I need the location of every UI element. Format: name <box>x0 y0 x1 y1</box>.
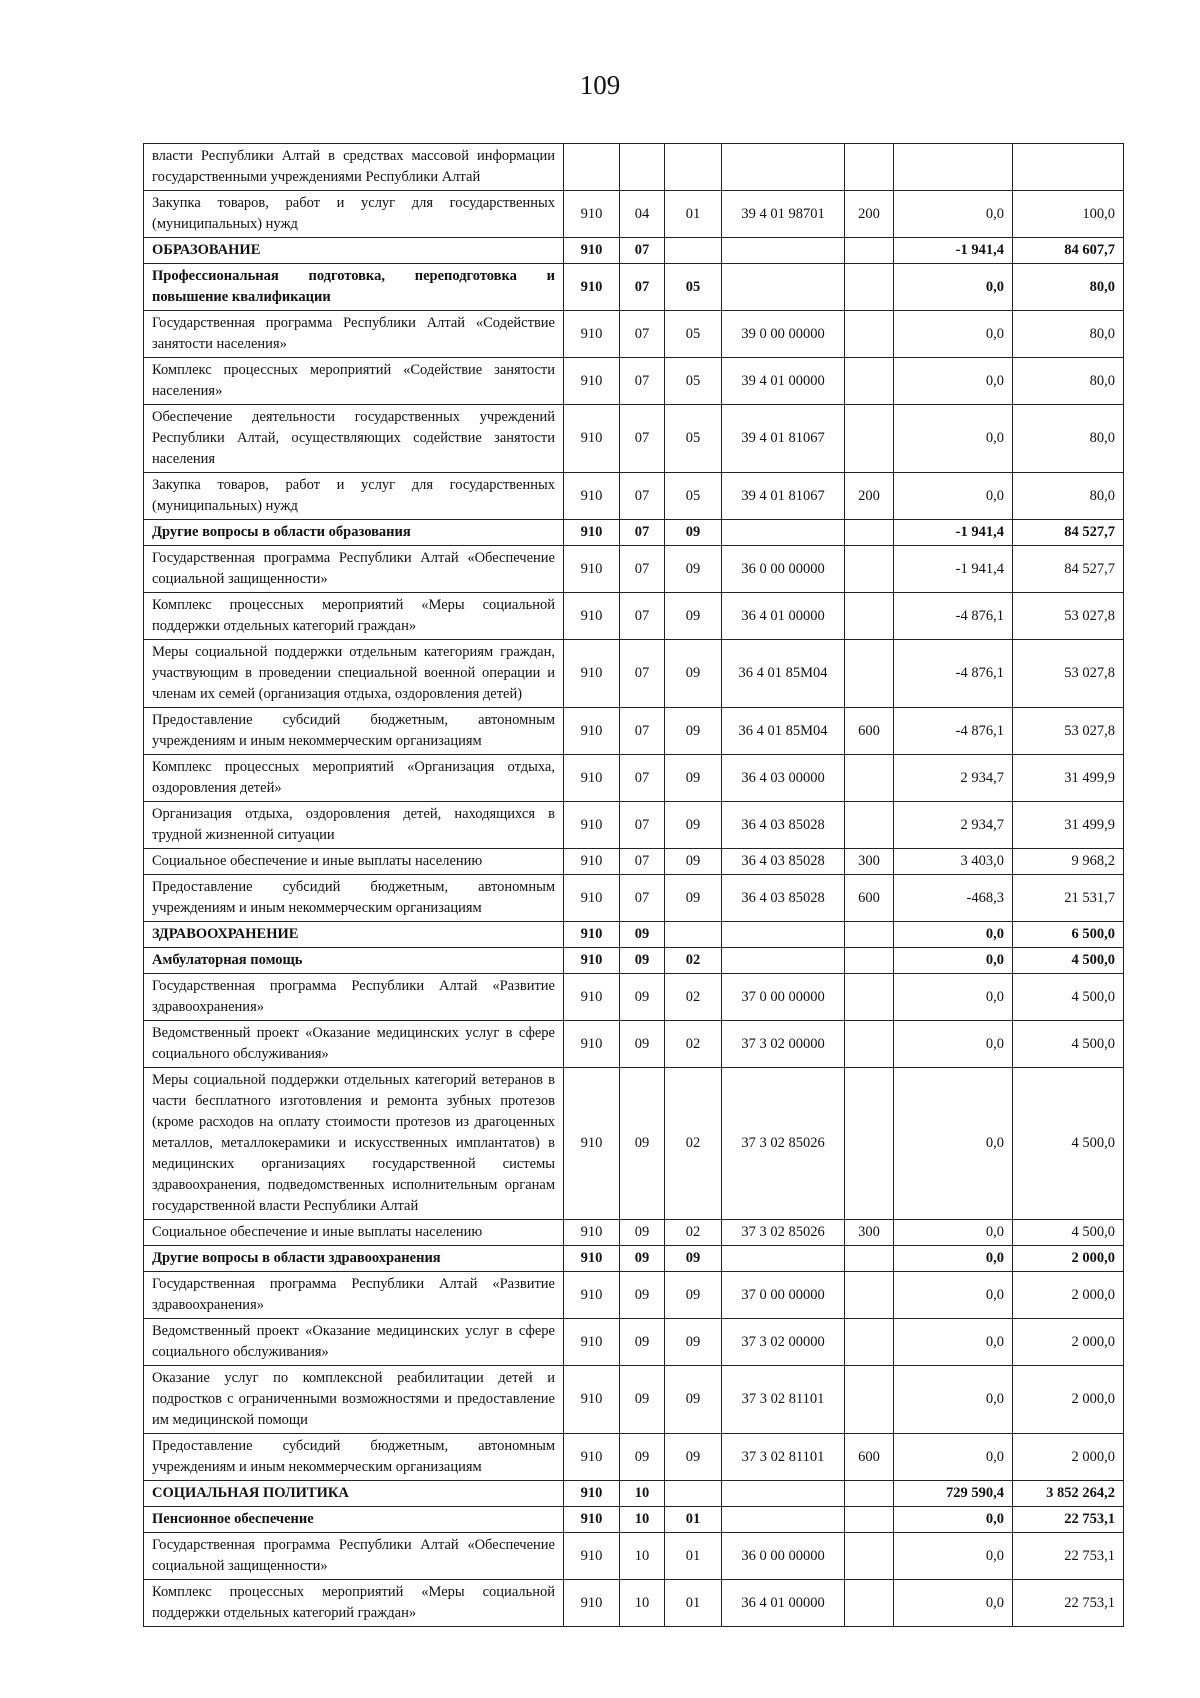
ministry-code-cell: 910 <box>564 875 620 922</box>
total-amount-cell: 84 527,7 <box>1013 546 1124 593</box>
change-amount-cell: 2 934,7 <box>894 755 1013 802</box>
target-article-cell <box>722 1481 845 1507</box>
row-name-cell: Обеспечение деятельности государственных учреждений Республики Алтай, осуществляющих содействие занятости населения <box>144 405 564 473</box>
change-amount-cell: 0,0 <box>894 1068 1013 1220</box>
table-row <box>144 1507 1124 1533</box>
section-code-cell: 10 <box>620 1481 665 1507</box>
subsection-code-cell: 09 <box>665 593 722 640</box>
change-amount-cell: 0,0 <box>894 264 1013 311</box>
section-code-cell: 07 <box>620 708 665 755</box>
expense-kind-cell <box>845 546 894 593</box>
expense-kind-cell <box>845 640 894 708</box>
target-article-cell <box>722 264 845 311</box>
ministry-code-cell: 910 <box>564 1246 620 1272</box>
section-code-cell: 07 <box>620 264 665 311</box>
ministry-code-cell: 910 <box>564 191 620 238</box>
section-code-cell: 10 <box>620 1533 665 1580</box>
expense-kind-cell <box>845 1366 894 1434</box>
ministry-code-cell: 910 <box>564 1533 620 1580</box>
target-article-cell: 37 3 02 00000 <box>722 1319 845 1366</box>
row-name-cell: Социальное обеспечение и иные выплаты населению <box>144 1220 564 1246</box>
section-code-cell: 07 <box>620 640 665 708</box>
subsection-code-cell: 05 <box>665 405 722 473</box>
ministry-code-cell: 910 <box>564 405 620 473</box>
total-amount-cell: 2 000,0 <box>1013 1366 1124 1434</box>
total-amount-cell: 6 500,0 <box>1013 922 1124 948</box>
subsection-code-cell: 09 <box>665 1272 722 1319</box>
ministry-code-cell: 910 <box>564 1366 620 1434</box>
ministry-code-cell: 910 <box>564 311 620 358</box>
expense-kind-cell <box>845 1068 894 1220</box>
subsection-code-cell <box>665 1481 722 1507</box>
subsection-code-cell <box>665 238 722 264</box>
budget-table <box>143 143 1124 1627</box>
total-amount-cell: 31 499,9 <box>1013 755 1124 802</box>
expense-kind-cell <box>845 593 894 640</box>
change-amount-cell: 0,0 <box>894 358 1013 405</box>
change-amount-cell: 0,0 <box>894 922 1013 948</box>
subsection-code-cell: 02 <box>665 1021 722 1068</box>
table-row <box>144 1434 1124 1481</box>
target-article-cell: 39 4 01 81067 <box>722 473 845 520</box>
ministry-code-cell: 910 <box>564 974 620 1021</box>
change-amount-cell: 0,0 <box>894 473 1013 520</box>
ministry-code-cell: 910 <box>564 1220 620 1246</box>
section-code-cell: 07 <box>620 520 665 546</box>
change-amount-cell: 0,0 <box>894 1434 1013 1481</box>
section-code-cell: 07 <box>620 405 665 473</box>
ministry-code-cell: 910 <box>564 1319 620 1366</box>
table-row <box>144 593 1124 640</box>
row-name-cell: Государственная программа Республики Алтай «Обеспечение социальной защищенности» <box>144 1533 564 1580</box>
table-row <box>144 546 1124 593</box>
row-name-cell: ЗДРАВООХРАНЕНИЕ <box>144 922 564 948</box>
ministry-code-cell: 910 <box>564 238 620 264</box>
change-amount-cell: 0,0 <box>894 1220 1013 1246</box>
target-article-cell: 37 3 02 00000 <box>722 1021 845 1068</box>
target-article-cell: 39 4 01 81067 <box>722 405 845 473</box>
change-amount-cell: 0,0 <box>894 1533 1013 1580</box>
subsection-code-cell: 09 <box>665 640 722 708</box>
change-amount-cell: -4 876,1 <box>894 708 1013 755</box>
expense-kind-cell: 200 <box>845 473 894 520</box>
table-row <box>144 1533 1124 1580</box>
row-name-cell: Ведомственный проект «Оказание медицинских услуг в сфере социального обслуживания» <box>144 1319 564 1366</box>
total-amount-cell: 4 500,0 <box>1013 1021 1124 1068</box>
section-code-cell: 09 <box>620 1220 665 1246</box>
target-article-cell: 36 4 01 85M04 <box>722 640 845 708</box>
ministry-code-cell: 910 <box>564 922 620 948</box>
target-article-cell: 36 0 00 00000 <box>722 1533 845 1580</box>
ministry-code-cell: 910 <box>564 593 620 640</box>
subsection-code-cell: 01 <box>665 1533 722 1580</box>
total-amount-cell: 9 968,2 <box>1013 849 1124 875</box>
total-amount-cell: 80,0 <box>1013 405 1124 473</box>
total-amount-cell: 80,0 <box>1013 311 1124 358</box>
target-article-cell: 36 4 01 00000 <box>722 593 845 640</box>
change-amount-cell: 0,0 <box>894 405 1013 473</box>
change-amount-cell: 3 403,0 <box>894 849 1013 875</box>
section-code-cell: 04 <box>620 191 665 238</box>
table-row <box>144 238 1124 264</box>
ministry-code-cell: 910 <box>564 520 620 546</box>
subsection-code-cell: 05 <box>665 473 722 520</box>
section-code-cell: 07 <box>620 802 665 849</box>
ministry-code-cell: 910 <box>564 640 620 708</box>
change-amount-cell: 0,0 <box>894 1507 1013 1533</box>
subsection-code-cell: 01 <box>665 191 722 238</box>
change-amount-cell: 0,0 <box>894 1272 1013 1319</box>
page-number: 109 <box>579 70 621 100</box>
target-article-cell: 37 0 00 00000 <box>722 1272 845 1319</box>
table-row <box>144 640 1124 708</box>
section-code-cell: 09 <box>620 1272 665 1319</box>
target-article-cell: 36 4 03 85028 <box>722 802 845 849</box>
total-amount-cell: 2 000,0 <box>1013 1246 1124 1272</box>
section-code-cell: 09 <box>620 948 665 974</box>
section-code-cell: 09 <box>620 922 665 948</box>
subsection-code-cell: 09 <box>665 520 722 546</box>
ministry-code-cell: 910 <box>564 755 620 802</box>
row-name-cell: Предоставление субсидий бюджетным, автономным учреждениям и иным некоммерческим организациям <box>144 1434 564 1481</box>
section-code-cell: 07 <box>620 546 665 593</box>
row-name-cell: ОБРАЗОВАНИЕ <box>144 238 564 264</box>
row-name-cell: Ведомственный проект «Оказание медицинских услуг в сфере социального обслуживания» <box>144 1021 564 1068</box>
section-code-cell: 07 <box>620 358 665 405</box>
table-row <box>144 520 1124 546</box>
expense-kind-cell: 200 <box>845 191 894 238</box>
row-name-cell: власти Республики Алтай в средствах массовой информации государственными учреждениями Республики Алтай <box>144 144 564 191</box>
expense-kind-cell <box>845 948 894 974</box>
change-amount-cell: 0,0 <box>894 1580 1013 1627</box>
row-name-cell: Государственная программа Республики Алтай «Содействие занятости населения» <box>144 311 564 358</box>
target-article-cell: 36 4 03 00000 <box>722 755 845 802</box>
section-code-cell: 09 <box>620 974 665 1021</box>
expense-kind-cell <box>845 1319 894 1366</box>
total-amount-cell: 2 000,0 <box>1013 1272 1124 1319</box>
total-amount-cell: 53 027,8 <box>1013 708 1124 755</box>
target-article-cell <box>722 922 845 948</box>
subsection-code-cell: 09 <box>665 849 722 875</box>
table-row <box>144 191 1124 238</box>
total-amount-cell: 80,0 <box>1013 358 1124 405</box>
expense-kind-cell <box>845 1246 894 1272</box>
row-name-cell: Комплекс процессных мероприятий «Организация отдыха, оздоровления детей» <box>144 755 564 802</box>
row-name-cell: Комплекс процессных мероприятий «Меры социальной поддержки отдельных категорий граждан» <box>144 1580 564 1627</box>
table-row <box>144 1272 1124 1319</box>
row-name-cell: СОЦИАЛЬНАЯ ПОЛИТИКА <box>144 1481 564 1507</box>
section-code-cell: 09 <box>620 1434 665 1481</box>
row-name-cell: Меры социальной поддержки отдельным категориям граждан, участвующим в проведении специальной военной операции и членам их семей (организация отдыха, оздоровления детей) <box>144 640 564 708</box>
change-amount-cell: 729 590,4 <box>894 1481 1013 1507</box>
row-name-cell: Комплекс процессных мероприятий «Меры социальной поддержки отдельных категорий граждан» <box>144 593 564 640</box>
section-code-cell: 07 <box>620 755 665 802</box>
total-amount-cell: 80,0 <box>1013 473 1124 520</box>
table-row <box>144 974 1124 1021</box>
table-row <box>144 755 1124 802</box>
change-amount-cell: 0,0 <box>894 1366 1013 1434</box>
table-row <box>144 144 1124 191</box>
target-article-cell: 39 4 01 98701 <box>722 191 845 238</box>
table-row <box>144 264 1124 311</box>
subsection-code-cell: 09 <box>665 875 722 922</box>
section-code-cell: 07 <box>620 311 665 358</box>
change-amount-cell <box>894 144 1013 191</box>
target-article-cell <box>722 144 845 191</box>
expense-kind-cell <box>845 358 894 405</box>
expense-kind-cell: 600 <box>845 1434 894 1481</box>
table-row <box>144 1366 1124 1434</box>
total-amount-cell: 53 027,8 <box>1013 593 1124 640</box>
ministry-code-cell: 910 <box>564 1481 620 1507</box>
target-article-cell: 37 3 02 85026 <box>722 1068 845 1220</box>
target-article-cell: 36 4 03 85028 <box>722 849 845 875</box>
table-row <box>144 1481 1124 1507</box>
table-row <box>144 948 1124 974</box>
expense-kind-cell <box>845 311 894 358</box>
expense-kind-cell: 600 <box>845 708 894 755</box>
ministry-code-cell: 910 <box>564 473 620 520</box>
target-article-cell: 37 3 02 85026 <box>722 1220 845 1246</box>
ministry-code-cell: 910 <box>564 849 620 875</box>
subsection-code-cell <box>665 144 722 191</box>
total-amount-cell: 31 499,9 <box>1013 802 1124 849</box>
total-amount-cell: 22 753,1 <box>1013 1533 1124 1580</box>
target-article-cell <box>722 1246 845 1272</box>
section-code-cell: 07 <box>620 473 665 520</box>
subsection-code-cell: 09 <box>665 802 722 849</box>
row-name-cell: Предоставление субсидий бюджетным, автономным учреждениям и иным некоммерческим организациям <box>144 875 564 922</box>
section-code-cell: 10 <box>620 1580 665 1627</box>
table-row <box>144 1068 1124 1220</box>
expense-kind-cell <box>845 802 894 849</box>
target-article-cell: 36 0 00 00000 <box>722 546 845 593</box>
expense-kind-cell: 600 <box>845 875 894 922</box>
ministry-code-cell: 910 <box>564 1580 620 1627</box>
expense-kind-cell <box>845 520 894 546</box>
section-code-cell: 07 <box>620 593 665 640</box>
table-row <box>144 405 1124 473</box>
section-code-cell: 09 <box>620 1366 665 1434</box>
section-code-cell <box>620 144 665 191</box>
subsection-code-cell: 09 <box>665 546 722 593</box>
table-row <box>144 708 1124 755</box>
row-name-cell: Оказание услуг по комплексной реабилитации детей и подростков с ограниченными возможностями и предоставление им медицинской помощи <box>144 1366 564 1434</box>
subsection-code-cell: 09 <box>665 755 722 802</box>
row-name-cell: Другие вопросы в области образования <box>144 520 564 546</box>
table-row <box>144 1220 1124 1246</box>
total-amount-cell: 84 607,7 <box>1013 238 1124 264</box>
subsection-code-cell: 05 <box>665 264 722 311</box>
target-article-cell <box>722 948 845 974</box>
ministry-code-cell: 910 <box>564 948 620 974</box>
total-amount-cell: 4 500,0 <box>1013 1068 1124 1220</box>
total-amount-cell: 3 852 264,2 <box>1013 1481 1124 1507</box>
target-article-cell: 39 0 00 00000 <box>722 311 845 358</box>
subsection-code-cell: 09 <box>665 1434 722 1481</box>
subsection-code-cell: 09 <box>665 1319 722 1366</box>
table-row <box>144 849 1124 875</box>
expense-kind-cell <box>845 1481 894 1507</box>
change-amount-cell: -1 941,4 <box>894 520 1013 546</box>
section-code-cell: 09 <box>620 1068 665 1220</box>
row-name-cell: Организация отдыха, оздоровления детей, находящихся в трудной жизненной ситуации <box>144 802 564 849</box>
change-amount-cell: -4 876,1 <box>894 593 1013 640</box>
ministry-code-cell: 910 <box>564 358 620 405</box>
expense-kind-cell <box>845 922 894 948</box>
total-amount-cell: 4 500,0 <box>1013 948 1124 974</box>
target-article-cell: 39 4 01 00000 <box>722 358 845 405</box>
expense-kind-cell <box>845 405 894 473</box>
change-amount-cell: 0,0 <box>894 1246 1013 1272</box>
ministry-code-cell: 910 <box>564 1507 620 1533</box>
row-name-cell: Пенсионное обеспечение <box>144 1507 564 1533</box>
budget-table-body <box>144 144 1124 1627</box>
subsection-code-cell: 01 <box>665 1507 722 1533</box>
total-amount-cell: 84 527,7 <box>1013 520 1124 546</box>
row-name-cell: Государственная программа Республики Алтай «Развитие здравоохранения» <box>144 974 564 1021</box>
target-article-cell <box>722 1507 845 1533</box>
target-article-cell: 36 4 01 00000 <box>722 1580 845 1627</box>
table-row <box>144 1580 1124 1627</box>
expense-kind-cell: 300 <box>845 1220 894 1246</box>
table-row <box>144 922 1124 948</box>
expense-kind-cell <box>845 238 894 264</box>
ministry-code-cell: 910 <box>564 1068 620 1220</box>
section-code-cell: 07 <box>620 875 665 922</box>
row-name-cell: Комплекс процессных мероприятий «Содействие занятости населения» <box>144 358 564 405</box>
ministry-code-cell: 910 <box>564 1272 620 1319</box>
expense-kind-cell <box>845 1533 894 1580</box>
subsection-code-cell: 02 <box>665 1220 722 1246</box>
change-amount-cell: -1 941,4 <box>894 546 1013 593</box>
table-row <box>144 311 1124 358</box>
subsection-code-cell: 05 <box>665 311 722 358</box>
ministry-code-cell: 910 <box>564 1434 620 1481</box>
section-code-cell: 09 <box>620 1021 665 1068</box>
target-article-cell: 37 0 00 00000 <box>722 974 845 1021</box>
row-name-cell: Государственная программа Республики Алтай «Обеспечение социальной защищенности» <box>144 546 564 593</box>
section-code-cell: 10 <box>620 1507 665 1533</box>
section-code-cell: 09 <box>620 1319 665 1366</box>
ministry-code-cell: 910 <box>564 802 620 849</box>
target-article-cell: 36 4 03 85028 <box>722 875 845 922</box>
table-row <box>144 358 1124 405</box>
expense-kind-cell <box>845 1580 894 1627</box>
section-code-cell: 07 <box>620 849 665 875</box>
subsection-code-cell: 09 <box>665 708 722 755</box>
subsection-code-cell: 09 <box>665 1366 722 1434</box>
section-code-cell: 09 <box>620 1246 665 1272</box>
subsection-code-cell: 02 <box>665 974 722 1021</box>
subsection-code-cell: 09 <box>665 1246 722 1272</box>
total-amount-cell: 4 500,0 <box>1013 974 1124 1021</box>
row-name-cell: Меры социальной поддержки отдельных категорий ветеранов в части бесплатного изготовления и ремонта зубных протезов (кроме расходов на оплату стоимости протезов из драгоценных металлов, металлокерамики и искусственных имплантатов) в медицинских организациях государственной системы здравоохранения, подведомственных исполнительным органам государственной власти Республики Алтай <box>144 1068 564 1220</box>
total-amount-cell: 2 000,0 <box>1013 1319 1124 1366</box>
row-name-cell: Социальное обеспечение и иные выплаты населению <box>144 849 564 875</box>
change-amount-cell: -4 876,1 <box>894 640 1013 708</box>
expense-kind-cell <box>845 1021 894 1068</box>
subsection-code-cell: 05 <box>665 358 722 405</box>
table-row <box>144 473 1124 520</box>
expense-kind-cell <box>845 1507 894 1533</box>
change-amount-cell: 0,0 <box>894 311 1013 358</box>
ministry-code-cell <box>564 144 620 191</box>
change-amount-cell: 0,0 <box>894 948 1013 974</box>
change-amount-cell: 0,0 <box>894 191 1013 238</box>
row-name-cell: Другие вопросы в области здравоохранения <box>144 1246 564 1272</box>
expense-kind-cell: 300 <box>845 849 894 875</box>
row-name-cell: Профессиональная подготовка, переподготовка и повышение квалификации <box>144 264 564 311</box>
expense-kind-cell <box>845 1272 894 1319</box>
row-name-cell: Государственная программа Республики Алтай «Развитие здравоохранения» <box>144 1272 564 1319</box>
expense-kind-cell <box>845 264 894 311</box>
table-row <box>144 1246 1124 1272</box>
target-article-cell <box>722 238 845 264</box>
target-article-cell: 36 4 01 85M04 <box>722 708 845 755</box>
total-amount-cell: 22 753,1 <box>1013 1580 1124 1627</box>
change-amount-cell: -1 941,4 <box>894 238 1013 264</box>
target-article-cell: 37 3 02 81101 <box>722 1366 845 1434</box>
change-amount-cell: 2 934,7 <box>894 802 1013 849</box>
total-amount-cell: 21 531,7 <box>1013 875 1124 922</box>
change-amount-cell: 0,0 <box>894 974 1013 1021</box>
total-amount-cell: 22 753,1 <box>1013 1507 1124 1533</box>
subsection-code-cell <box>665 922 722 948</box>
section-code-cell: 07 <box>620 238 665 264</box>
total-amount-cell <box>1013 144 1124 191</box>
subsection-code-cell: 01 <box>665 1580 722 1627</box>
table-row <box>144 802 1124 849</box>
expense-kind-cell <box>845 974 894 1021</box>
total-amount-cell: 4 500,0 <box>1013 1220 1124 1246</box>
ministry-code-cell: 910 <box>564 264 620 311</box>
row-name-cell: Закупка товаров, работ и услуг для государственных (муниципальных) нужд <box>144 191 564 238</box>
total-amount-cell: 53 027,8 <box>1013 640 1124 708</box>
ministry-code-cell: 910 <box>564 708 620 755</box>
row-name-cell: Амбулаторная помощь <box>144 948 564 974</box>
subsection-code-cell: 02 <box>665 1068 722 1220</box>
table-row <box>144 875 1124 922</box>
change-amount-cell: -468,3 <box>894 875 1013 922</box>
target-article-cell: 37 3 02 81101 <box>722 1434 845 1481</box>
total-amount-cell: 80,0 <box>1013 264 1124 311</box>
target-article-cell <box>722 520 845 546</box>
row-name-cell: Закупка товаров, работ и услуг для государственных (муниципальных) нужд <box>144 473 564 520</box>
expense-kind-cell <box>845 144 894 191</box>
row-name-cell: Предоставление субсидий бюджетным, автономным учреждениям и иным некоммерческим организациям <box>144 708 564 755</box>
table-row <box>144 1021 1124 1068</box>
total-amount-cell: 2 000,0 <box>1013 1434 1124 1481</box>
ministry-code-cell: 910 <box>564 546 620 593</box>
ministry-code-cell: 910 <box>564 1021 620 1068</box>
table-row <box>144 1319 1124 1366</box>
change-amount-cell: 0,0 <box>894 1021 1013 1068</box>
subsection-code-cell: 02 <box>665 948 722 974</box>
expense-kind-cell <box>845 755 894 802</box>
total-amount-cell: 100,0 <box>1013 191 1124 238</box>
change-amount-cell: 0,0 <box>894 1319 1013 1366</box>
